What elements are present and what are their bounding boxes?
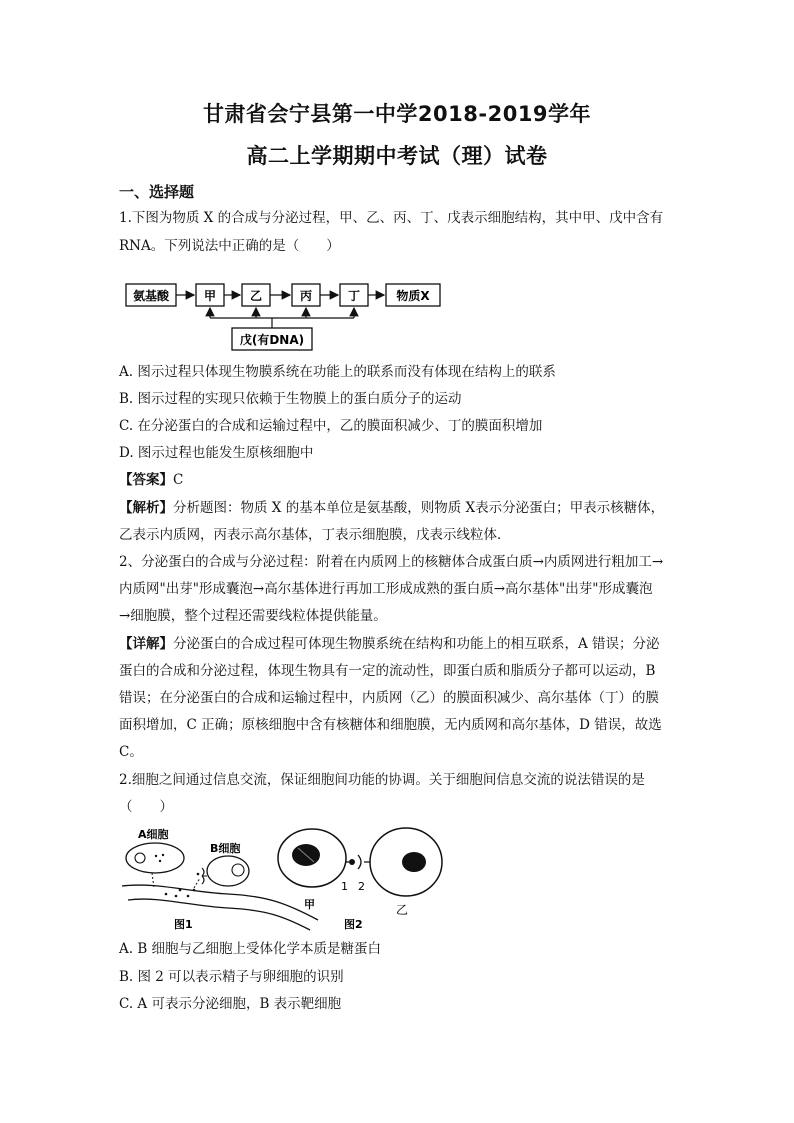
analysis-tag: 【解析】 [119,500,173,516]
q2-option-a: A. B 细胞与乙细胞上受体化学本质是糖蛋白 [119,941,382,957]
flow-end-label: 物质X [396,289,430,303]
detail-text: 分泌蛋白的合成过程可体现生物膜系统在结构和功能上的相互联系，A 错误；分泌 [173,636,660,652]
q2-stem-line1: 2.细胞之间通过信息交流，保证细胞间功能的协调。关于细胞间信息交流的说法错误的是 [119,772,645,788]
exam-title-line2: 高二上学期期中考试（理）试卷 [246,144,548,168]
fig2-label-2: 2 [358,880,365,893]
analysis-text: 分析题图：物质 X 的基本单位是氨基酸，则物质 X表示分泌蛋白；甲表示核糖体， [173,500,665,516]
fig2-caption: 图2 [344,918,363,931]
flow-step-3-label: 丙 [299,289,313,303]
fig2-right-label: 乙 [396,903,409,917]
q1-analysis-line2: 乙表示内质网，丙表示高尔基体，丁表示细胞膜，戊表示线粒体． [119,527,511,543]
fig1-caption: 图1 [174,918,193,931]
q1-detail-line4: 面积增加，C 正确；原核细胞中含有核糖体和细胞膜，无内质网和高尔基体，D 错误，故选 [119,717,662,733]
q1-answer-line [119,467,679,493]
q2-stem-line2: （ ） [119,799,173,815]
q1-stem-line1: 1.下图为物质 X 的合成与分泌过程，甲、乙、丙、丁、戊表示细胞结构，其中甲、戊中含有 [119,210,664,226]
fig2-left-label: 甲 [304,898,315,911]
fig1-b-cell-label: B细胞 [210,842,241,855]
fig1-b-nucleus [232,864,244,876]
fig1-signal-molecule [197,873,200,876]
q1-option-a: A. 图示过程只体现生物膜系统在功能上的联系而没有体现在结构上的联系 [119,364,556,380]
q1-option-d: D. 图示过程也能发生原核细胞中 [119,445,314,461]
q1-detail-line1 [119,631,679,657]
fig1-signal-molecule [193,889,196,892]
q1-analysis2-line1: 2、分泌蛋白的合成与分泌过程：附着在内质网上的核糖体合成蛋白质→内质网进行粗加工→ [119,554,664,570]
q2-option-b: B. 图 2 可以表示精子与卵细胞的识别 [119,969,344,985]
answer-value: C [173,472,184,488]
flow-step-2-label: 乙 [249,289,263,303]
q1-analysis2-line3: →细胞膜，整个过程还需要线粒体提供能量。 [119,608,387,624]
exam-title-line1: 甘肃省会宁县第一中学2018-2019学年 [202,102,592,126]
q1-detail-line3: 错误；在分泌蛋白的合成和运输过程中，内质网（乙）的膜面积减少、高尔基体（丁）的膜 [119,690,659,706]
q1-flow-diagram [120,276,450,354]
flow-step-1-label: 甲 [203,289,217,303]
fig1-a-nucleus [135,853,145,863]
fig1-a-vesicle [159,860,161,862]
q1-stem-line2: RNA。下列说法中正确的是（ ） [119,238,340,254]
flow-source-label: 戊(有DNA) [239,333,305,347]
q1-option-c: C. 在分泌蛋白的合成和运输过程中，乙的膜面积减少、丁的膜面积增加 [119,418,543,434]
fig1-blood-vessel [122,885,318,920]
q1-detail-line5: C。 [119,744,143,760]
fig2-receptor [358,855,370,869]
fig2-right-nucleus [402,852,426,872]
fig1-signal-molecule [179,889,182,892]
q2-cell-figures [118,824,448,934]
section-heading: 一、选择题 [119,183,195,201]
q1-analysis-line1 [119,495,679,521]
flow-start-label: 氨基酸 [132,289,170,303]
fig1-signal-molecule [175,895,178,898]
fig2-label-1: 1 [341,880,348,893]
fig1-signal-path [194,878,200,888]
fig1-a-cell-label: A细胞 [138,828,169,841]
q1-detail-line2: 蛋白的合成和分泌过程，体现生物具有一定的流动性，即蛋白质和脂质分子都可以运动，B [119,663,656,679]
q1-analysis2-line2: 内质网"出芽"形成囊泡→高尔基体进行再加工形成成熟的蛋白质→高尔基体"出芽"形成囊泡 [119,581,653,597]
fig1-a-vesicle [155,855,157,857]
q2-option-c: C. A 可表示分泌细胞，B 表示靶细胞 [119,996,342,1012]
fig1-b-receptor [202,868,207,884]
detail-tag: 【详解】 [119,636,173,652]
answer-tag: 【答案】 [119,472,173,488]
fig2-signal-ligand [349,859,355,865]
flow-step-4-label: 丁 [347,289,361,303]
fig1-a-vesicle [162,854,164,856]
fig1-signal-molecule [165,893,168,896]
q1-option-b: B. 图示过程的实现只依赖于生物膜上的蛋白质分子的运动 [119,391,462,407]
fig1-signal-molecule [187,895,190,898]
